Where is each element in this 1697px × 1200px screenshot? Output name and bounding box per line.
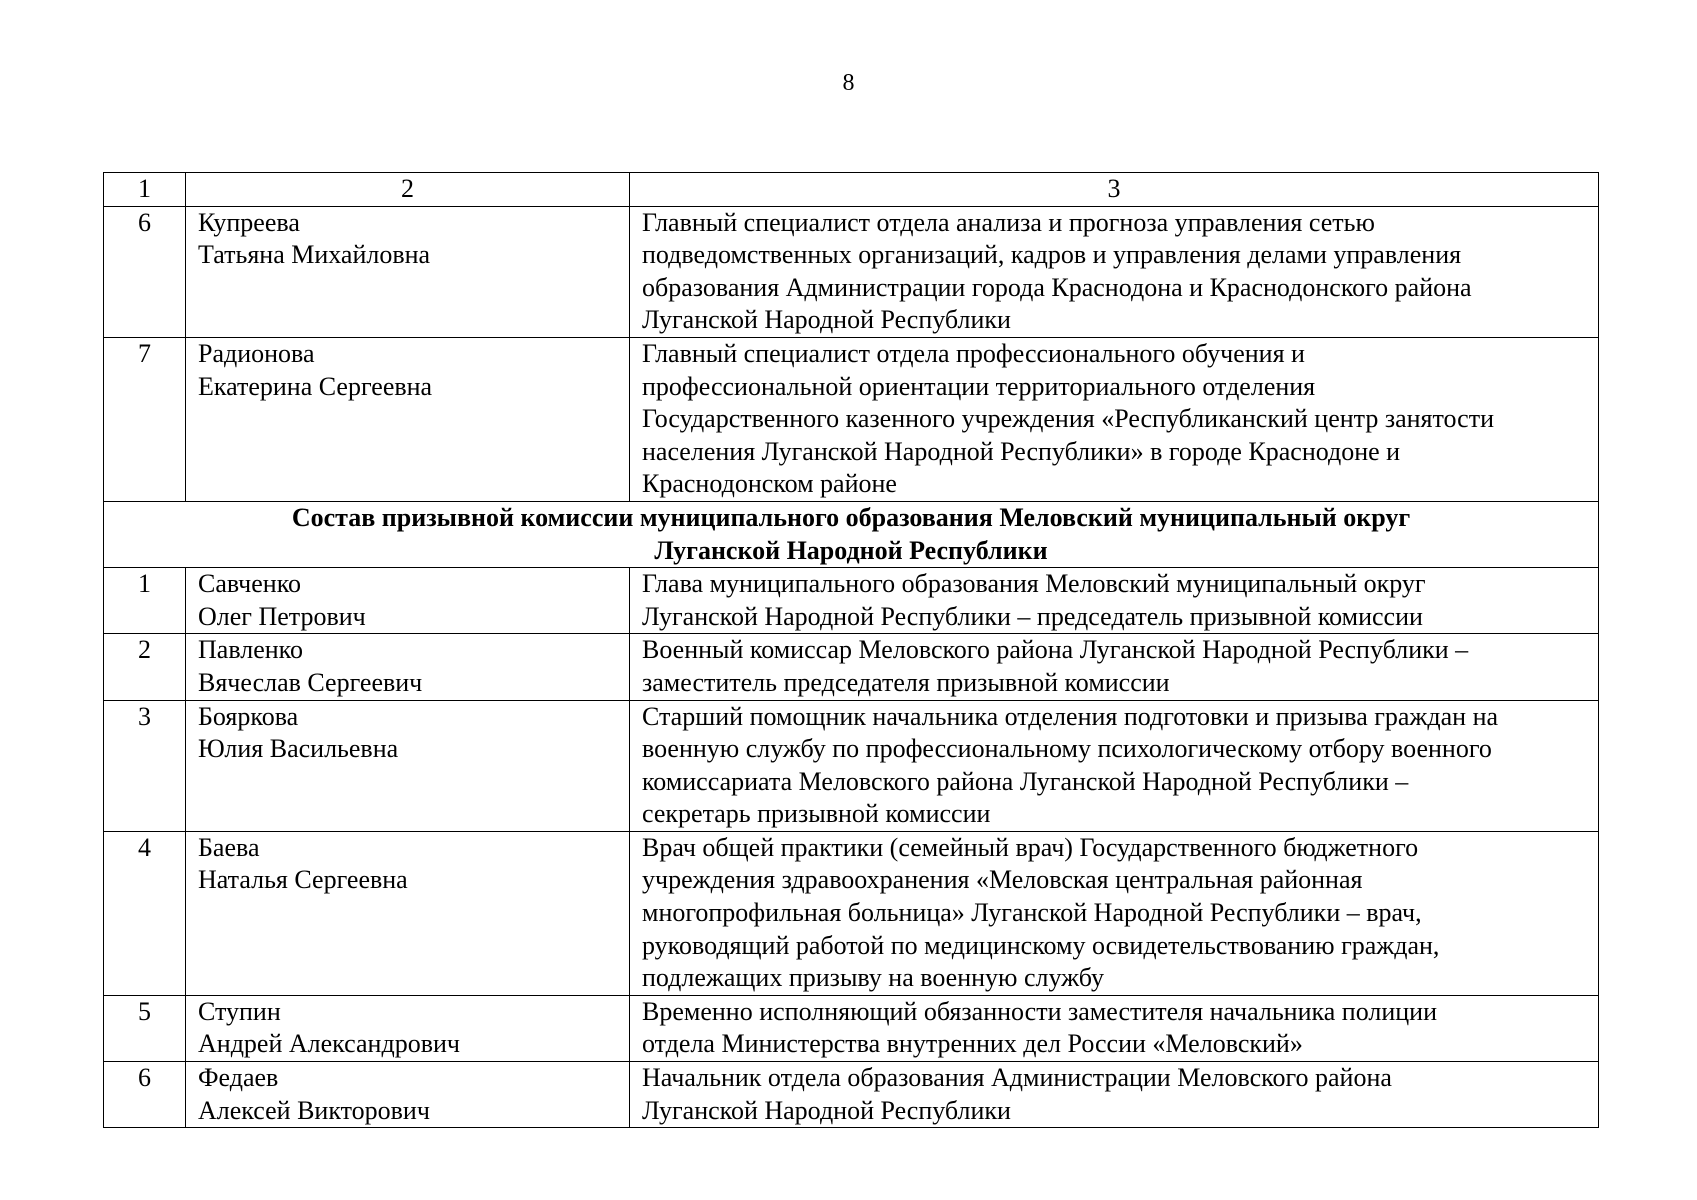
person-position-line: Глава муниципального образования Меловский муниципальный округ [642, 569, 1426, 599]
person-position-line: подлежащих призыву на военную службу [642, 963, 1104, 993]
row-number: 7 [104, 337, 186, 501]
person-name-line: Алексей Викторович [198, 1095, 430, 1125]
person-position-line: Краснодонском районе [642, 469, 897, 499]
section-title-line: Состав призывной комиссии муниципального образования Меловский муниципальный округ [291, 502, 1411, 532]
person-name [186, 634, 630, 700]
person-name [186, 700, 630, 831]
person-position-line: Старший помощник начальника отделения подготовки и призыва граждан на [642, 701, 1499, 731]
person-name [186, 995, 630, 1061]
person-position-line: образования Администрации города Краснодона и Краснодонского района [642, 272, 1472, 302]
person-name [186, 568, 630, 634]
person-name-line: Савченко [198, 569, 302, 599]
person-position-line: Луганской Народной Республики [642, 305, 1011, 335]
header-cell-1: 1 [104, 173, 186, 207]
row-number: 6 [104, 206, 186, 337]
table-row [104, 831, 1599, 995]
person-name-line: Баева [198, 832, 260, 862]
section-title-row [104, 501, 1599, 567]
person-position-line: Начальник отдела образования Администрации Меловского района [642, 1063, 1392, 1093]
person-position [630, 995, 1599, 1061]
person-position-line: Государственного казенного учреждения «Республиканский центр занятости [642, 404, 1494, 434]
person-position-line: Луганской Народной Республики [642, 1095, 1011, 1125]
person-name [186, 337, 630, 501]
section-title [104, 501, 1599, 567]
person-name-line: Ступин [198, 996, 281, 1026]
section-title-line: Луганской Народной Республики [654, 535, 1048, 565]
row-number: 4 [104, 831, 186, 995]
person-position-line: подведомственных организаций, кадров и управления делами управления [642, 240, 1462, 270]
person-position-line: профессиональной ориентации территориального отделения [642, 371, 1316, 401]
table-row [104, 634, 1599, 700]
person-position-line: военную службу по профессиональному психологическому отбору военного [642, 734, 1492, 764]
person-position [630, 568, 1599, 634]
row-number: 6 [104, 1062, 186, 1128]
row-number: 3 [104, 700, 186, 831]
person-position-line: комиссариата Меловского района Луганской Народной Республики – [642, 766, 1409, 796]
person-name-line: Вячеслав Сергеевич [198, 667, 423, 697]
person-name [186, 206, 630, 337]
person-name-line: Наталья Сергеевна [198, 865, 408, 895]
person-name-line: Екатерина Сергеевна [198, 371, 433, 401]
person-name-line: Юлия Васильевна [198, 734, 399, 764]
person-position-line: секретарь призывной комиссии [642, 799, 991, 829]
table-header-row [104, 173, 1599, 207]
person-name-line: Павленко [198, 635, 303, 665]
person-position [630, 831, 1599, 995]
person-position-line: Военный комиссар Меловского района Луганской Народной Республики – [642, 635, 1469, 665]
person-position-line: Главный специалист отдела профессионального обучения и [642, 338, 1305, 368]
table-row [104, 700, 1599, 831]
person-position-line: учреждения здравоохранения «Меловская центральная районная [642, 865, 1363, 895]
row-number: 2 [104, 634, 186, 700]
person-position [630, 634, 1599, 700]
row-number: 5 [104, 995, 186, 1061]
person-position-line: населения Луганской Народной Республики» в городе Краснодоне и [642, 436, 1401, 466]
table-row [104, 337, 1599, 501]
person-name-line: Купреева [198, 207, 300, 237]
person-name-line: Андрей Александрович [198, 1029, 460, 1059]
person-position-line: Луганской Народной Республики – председатель призывной комиссии [642, 601, 1423, 631]
person-name-line: Татьяна Михайловна [198, 240, 431, 270]
person-position [630, 337, 1599, 501]
person-position-line: отдела Министерства внутренних дел России «Меловский» [642, 1029, 1303, 1059]
table-row [104, 206, 1599, 337]
person-position-line: Главный специалист отдела анализа и прогноза управления сетью [642, 207, 1375, 237]
row-number: 1 [104, 568, 186, 634]
person-position-line: Временно исполняющий обязанности заместителя начальника полиции [642, 996, 1437, 1026]
header-cell-2: 2 [186, 173, 630, 207]
person-position-line: заместитель председателя призывной комиссии [642, 667, 1170, 697]
table-body [104, 173, 1599, 1128]
person-position [630, 1062, 1599, 1128]
table-row [104, 995, 1599, 1061]
person-position-line: многопрофильная больница» Луганской Народной Республики – врач, [642, 898, 1422, 928]
person-position [630, 206, 1599, 337]
person-name-line: Федаев [198, 1063, 279, 1093]
person-name [186, 1062, 630, 1128]
commission-table [103, 172, 1599, 1128]
person-position [630, 700, 1599, 831]
table-row [104, 1062, 1599, 1128]
person-name-line: Олег Петрович [198, 601, 366, 631]
page-number: 8 [842, 70, 855, 96]
person-name [186, 831, 630, 995]
person-name-line: Радионова [198, 338, 315, 368]
person-name-line: Бояркова [198, 701, 299, 731]
person-position-line: руководящий работой по медицинскому освидетельствованию граждан, [642, 930, 1440, 960]
header-cell-3: 3 [630, 173, 1599, 207]
table-row [104, 568, 1599, 634]
person-position-line: Врач общей практики (семейный врач) Государственного бюджетного [642, 832, 1419, 862]
